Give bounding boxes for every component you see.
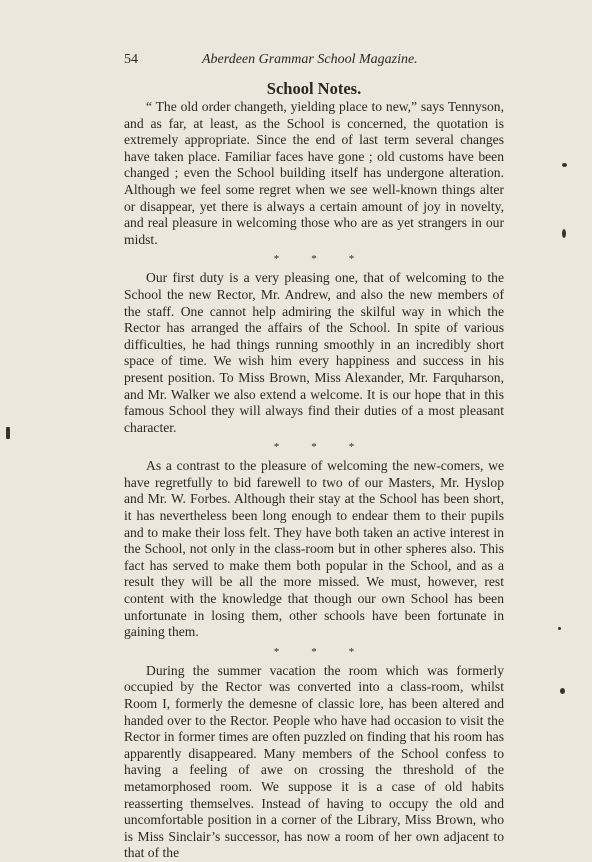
paragraph: Our first duty is a very pleasing one, that of welcoming to the School the new Rector, Mr. Andrew, and also the new members of the staff. One cannot help admiring the skilful way in which the Rector has arranged the affairs of the School. In spite of various difficulties, he had things running smoothly in an incredibly short space of time. We wish him every happiness and success in his present position. To Miss Brown, Miss Alexander, Mr. Farquharson, and Mr. Walker we also extend a welcome. It is our hope that in this famous School they will always find their duties of a most pleasant character. xyxy=(124,270,504,435)
paragraph: “ The old order changeth, yielding place to new,” says Tennyson, and as far, at least, as the School is concerned, the quotation is extremely appropriate. Since the end of last term several changes have taken place. Familiar faces have gone ; old customs have been changed ; even the School building itself has undergone alteration. Although we feel some regret when we see well-known things alter or disappear, yet there is always a certain amount of joy in novelty, and real pleasure in welcoming those who are as yet strangers in our midst. xyxy=(124,99,504,247)
section-separator xyxy=(124,436,504,458)
separator-star: * xyxy=(273,645,280,658)
separator-star: * xyxy=(348,645,355,658)
section-separator xyxy=(124,641,504,663)
paragraph: As a contrast to the pleasure of welcoming the new-comers, we have regretfully to bid farewell to two of our Masters, Mr. Hyslop and Mr. W. Forbes. Although their stay at the School has been short, it has nevertheless been long enough to endear them to their pupils and to make their loss felt. They have both taken an active interest in the School, not only in the class-room but in other spheres also. This fact has served to make them both popular in the School, and as a result they will be all the more missed. We must, however, rest content with the knowledge that though our own School has been unfortunate in losing them, other schools have been fortunate in gaining them. xyxy=(124,458,504,640)
page-number: 54 xyxy=(124,52,138,67)
article-title: School Notes. xyxy=(266,79,362,98)
margin-speck xyxy=(562,229,566,238)
separator-star: * xyxy=(348,441,355,454)
margin-speck xyxy=(6,427,10,439)
separator-star: * xyxy=(311,441,317,454)
separator-star: * xyxy=(348,253,355,266)
running-head: Aberdeen Grammar School Magazine. xyxy=(202,52,418,67)
separator-star: * xyxy=(311,253,317,266)
section-separator xyxy=(124,248,504,270)
margin-speck xyxy=(562,163,567,167)
separator-star: * xyxy=(273,253,280,266)
article-body xyxy=(124,99,504,862)
paragraph: During the summer vacation the room which was formerly occupied by the Rector was converted into a class-room, whilst Room I, formerly the demesne of classic lore, has been altered and handed over to the Rector. People who have had occasion to visit the Rector in former times are often puzzled on finding that his room has apparently disappeared. Many members of the School confess to having a feeling of awe on crossing the threshold of the metamorphosed room. We suppose it is a case of old habits reasserting themselves. Instead of having to occupy the old and uncomfortable position in a corner of the Library, Miss Brown, who is Miss Sinclair’s successor, has now a room of her own adjacent to that of the xyxy=(124,662,504,861)
separator-star: * xyxy=(273,441,280,454)
margin-speck xyxy=(558,627,561,630)
margin-speck xyxy=(560,688,565,694)
separator-star: * xyxy=(311,645,317,658)
